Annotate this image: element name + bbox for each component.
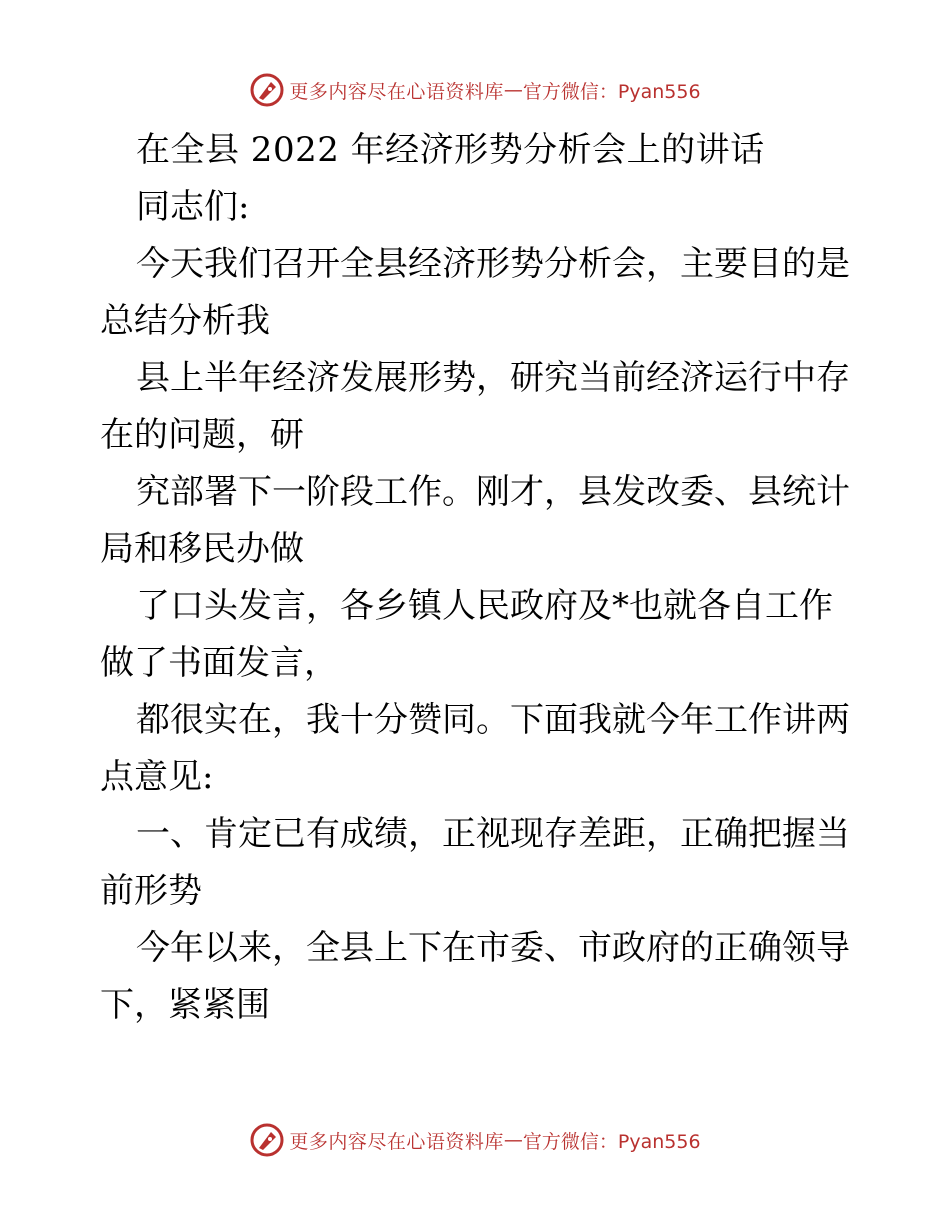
paragraph-line: 下，紧紧围	[100, 985, 270, 1025]
paragraph-line: 了口头发言，各乡镇人民政府及*也就各自工作	[136, 586, 833, 626]
watermark-account-text: 官方微信：Pyan556	[522, 1130, 701, 1153]
paragraph-line: 局和移民办做	[100, 529, 304, 569]
paragraph-line: 都很实在，我十分赞同。下面我就今年工作讲两	[136, 700, 850, 740]
document-title: 在全县 2022 年经济形势分析会上的讲话	[136, 130, 765, 170]
footer-watermark	[0, 1120, 950, 1160]
paragraph-line: 究部署下一阶段工作。刚才，县发改委、县统计	[136, 472, 850, 512]
paragraph-line: 今天我们召开全县经济形势分析会，主要目的是	[136, 244, 850, 284]
section-heading-continuation: 前形势	[100, 871, 202, 911]
paragraph-line: 总结分析我	[100, 301, 270, 341]
paragraph-line: 做了书面发言，	[100, 643, 338, 683]
watermark-account-text: 官方微信：Pyan556	[522, 80, 701, 103]
pen-nib-logo-icon	[249, 72, 285, 108]
watermark-separator: —	[503, 79, 523, 101]
section-heading: 一、肯定已有成绩，正视现存差距，正确把握当	[136, 814, 850, 854]
paragraph-line: 县上半年经济发展形势，研究当前经济运行中存	[136, 358, 850, 398]
salutation: 同志们:	[136, 187, 250, 227]
paragraph-line: 点意见:	[100, 757, 214, 797]
pen-nib-logo-icon	[249, 1122, 285, 1158]
watermark-main-text: 更多内容尽在心语资料库	[289, 80, 504, 103]
paragraph-line: 在的问题，研	[100, 415, 304, 455]
header-watermark	[0, 70, 950, 110]
document-body	[100, 122, 860, 1034]
watermark-main-text: 更多内容尽在心语资料库	[289, 1130, 504, 1153]
paragraph-line: 今年以来，全县上下在市委、市政府的正确领导	[136, 928, 850, 968]
watermark-separator: —	[503, 1129, 523, 1151]
